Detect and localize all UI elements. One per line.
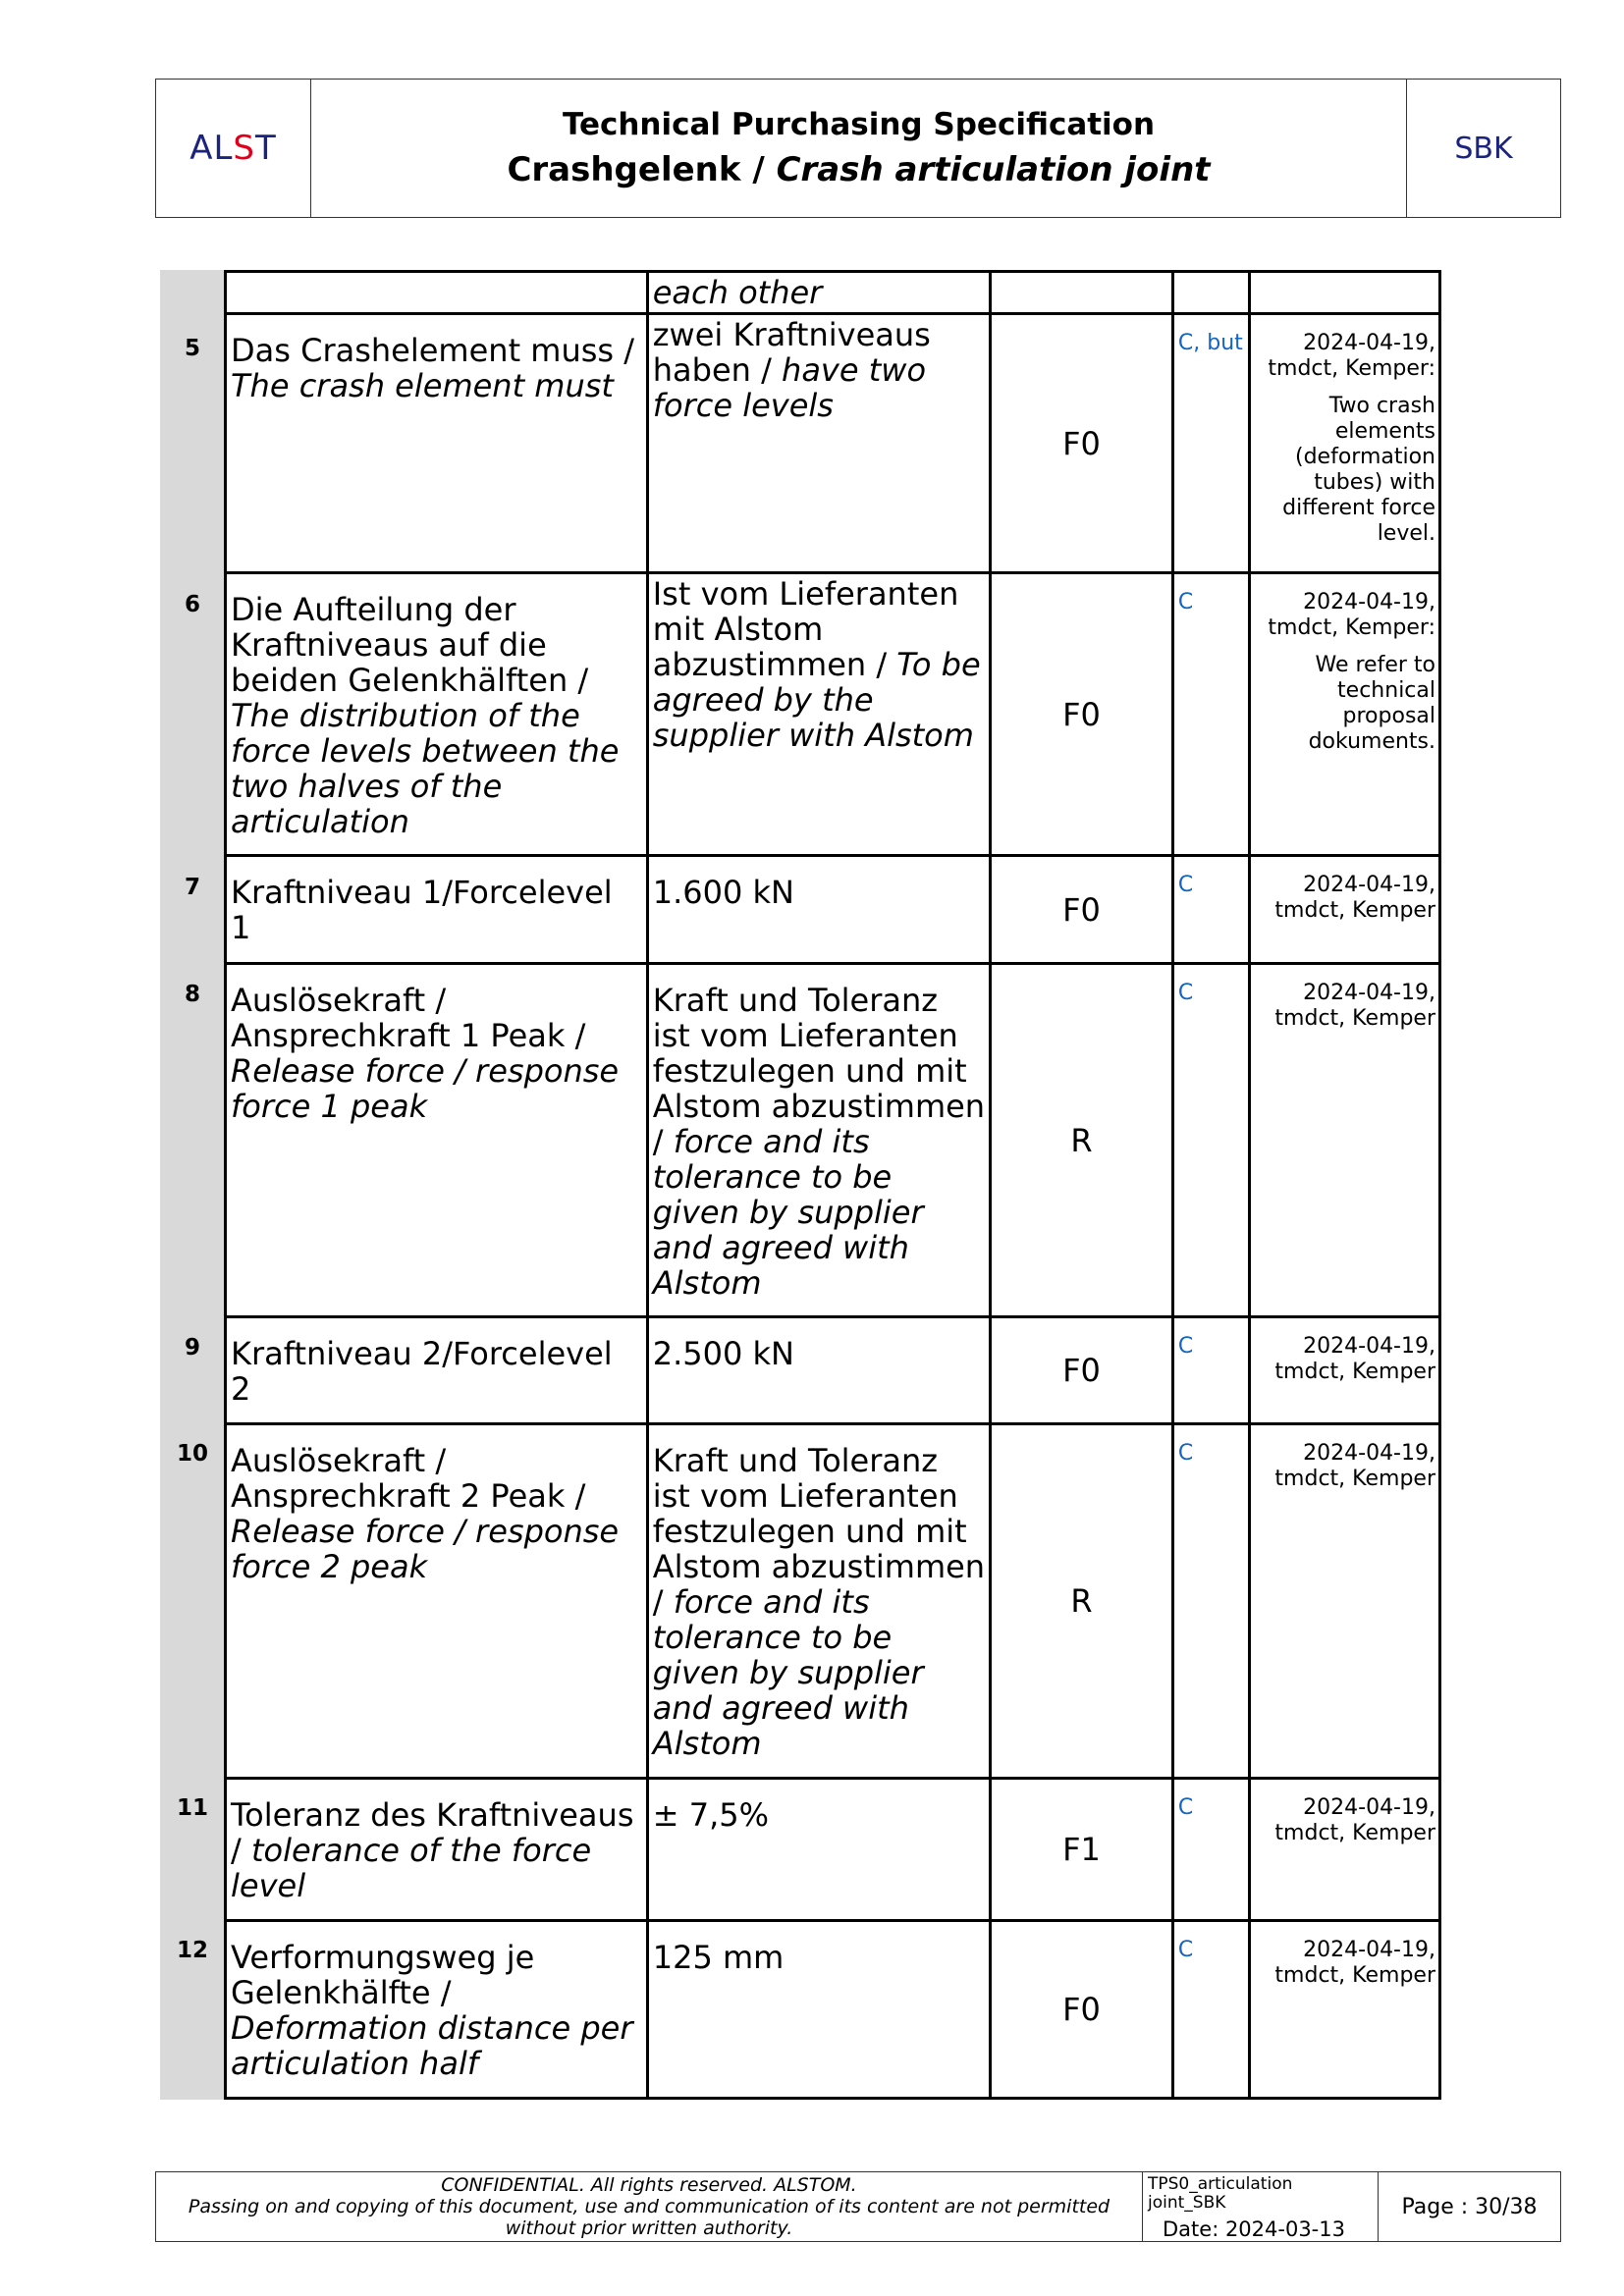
level-cell: F1 xyxy=(991,1779,1173,1921)
level-cell: F0 xyxy=(991,856,1173,964)
comment-line: level. xyxy=(1377,521,1435,546)
value-cell xyxy=(647,964,990,1317)
logo-letter-1: A xyxy=(189,129,214,168)
company-logo xyxy=(156,80,311,217)
value-de: 1.600 kN xyxy=(652,874,794,911)
value-de: Kraft und Toleranz ist vom Lieferanten festzulegen und mit Alstom abzustimmen / xyxy=(652,982,986,1160)
requirement-cell xyxy=(226,1921,648,2099)
comment-line: 2024-04-19, xyxy=(1303,331,1435,355)
value-de: ± 7,5% xyxy=(652,1796,770,1834)
status-text: C xyxy=(1177,873,1194,897)
comment-line: tmdct, Kemper xyxy=(1274,1821,1435,1845)
subtitle-de: Crashgelenk / xyxy=(507,150,777,189)
confidential-line-1: CONFIDENTIAL. All rights reserved. ALSTOM. xyxy=(441,2174,857,2196)
requirement-cell xyxy=(226,1779,648,1921)
value-cell xyxy=(647,1779,990,1921)
requirement-de: Verformungsweg je Gelenkhälfte / xyxy=(231,1939,535,2011)
requirement-de: Auslösekraft / Ansprechkraft 2 Peak / xyxy=(231,1442,586,1515)
status-text: C, but xyxy=(1177,331,1243,355)
comment-cell xyxy=(1250,272,1440,314)
table-row xyxy=(226,856,1440,964)
row-number: 5 xyxy=(184,336,200,361)
table-row xyxy=(226,314,1440,573)
requirement-en: tolerance of the force level xyxy=(231,1832,592,1904)
value-en: have two force levels xyxy=(652,351,927,424)
table-row xyxy=(226,1317,1440,1424)
value-de: Ist vom Lieferanten mit Alstom abzustimmen / xyxy=(652,575,959,683)
doc-code: SBK xyxy=(1454,131,1513,166)
requirement-en: Deformation distance per articulation half xyxy=(231,2009,633,2082)
requirement-cell xyxy=(226,272,648,314)
comment-cell xyxy=(1250,314,1440,573)
document-info xyxy=(1143,2172,1379,2241)
comment-cell xyxy=(1250,856,1440,964)
value-de: zwei Kraftniveaus haben / xyxy=(652,316,931,389)
row-number: 10 xyxy=(176,1441,208,1467)
level-cell: R xyxy=(991,1424,1173,1779)
status-cell xyxy=(1172,964,1249,1317)
confidential-notice xyxy=(156,2172,1143,2241)
comment-line: We refer to xyxy=(1315,653,1435,677)
comment-line: 2024-04-19, xyxy=(1303,1795,1435,1820)
value-de: Kraft und Toleranz ist vom Lieferanten festzulegen und mit Alstom abzustimmen / xyxy=(652,1442,986,1621)
comment-cell xyxy=(1250,1921,1440,2099)
requirement-de: Kraftniveau 2/Forcelevel 2 xyxy=(231,1335,613,1408)
status-text: C xyxy=(1177,1938,1194,1962)
comment-line: tmdct, Kemper xyxy=(1274,1006,1435,1031)
header-title-block xyxy=(311,80,1407,217)
value-en: each other xyxy=(652,274,823,311)
table-row xyxy=(226,1424,1440,1779)
value-cell xyxy=(647,1317,990,1424)
table-row xyxy=(226,1921,1440,2099)
comment-line: dokuments. xyxy=(1308,729,1435,754)
status-cell xyxy=(1172,272,1249,314)
row-number: 7 xyxy=(184,875,200,900)
comment-line: 2024-04-19, xyxy=(1303,1334,1435,1359)
comment-line: 2024-04-19, xyxy=(1303,873,1435,897)
status-text: C xyxy=(1177,1441,1194,1466)
value-cell xyxy=(647,314,990,573)
requirement-en: The distribution of the force levels between the two halves of the articulation xyxy=(231,697,620,840)
comment-spacer xyxy=(1255,382,1435,394)
value-de: 125 mm xyxy=(652,1939,785,1976)
comment-line: tmdct, Kemper: xyxy=(1268,615,1435,640)
status-text: C xyxy=(1177,590,1194,614)
table-row xyxy=(226,573,1440,856)
subtitle-en: Crash articulation joint xyxy=(776,150,1211,189)
comment-line: technical xyxy=(1337,678,1435,703)
status-cell xyxy=(1172,573,1249,856)
comment-line: tmdct, Kemper xyxy=(1274,1467,1435,1491)
requirement-cell xyxy=(226,1424,648,1779)
requirement-cell xyxy=(226,856,648,964)
value-cell xyxy=(647,573,990,856)
row-number: 11 xyxy=(176,1795,208,1821)
comment-cell xyxy=(1250,573,1440,856)
comment-line: tubes) with xyxy=(1314,470,1435,495)
comment-line: proposal xyxy=(1342,704,1435,728)
doc-title: Technical Purchasing Specification xyxy=(562,107,1156,142)
level-cell xyxy=(991,272,1173,314)
status-cell xyxy=(1172,1317,1249,1424)
comment-line: 2024-04-19, xyxy=(1303,1938,1435,1962)
value-en: force and its tolerance to be given by supplier and agreed with Alstom xyxy=(652,1583,924,1762)
comment-line: 2024-04-19, xyxy=(1303,1441,1435,1466)
comment-cell xyxy=(1250,1779,1440,1921)
row-number: 8 xyxy=(184,982,200,1007)
level-cell: F0 xyxy=(991,1317,1173,1424)
comment-line: elements xyxy=(1334,419,1435,444)
status-text: C xyxy=(1177,981,1194,1005)
confidential-line-3: without prior written authority. xyxy=(505,2217,793,2239)
comment-spacer xyxy=(1255,641,1435,653)
value-cell xyxy=(647,272,990,314)
requirement-de: Auslösekraft / Ansprechkraft 1 Peak / xyxy=(231,982,586,1054)
comment-line: tmdct, Kemper: xyxy=(1268,356,1435,381)
doc-date: Date: 2024-03-13 xyxy=(1163,2217,1345,2241)
logo-letter-2: L xyxy=(213,129,234,168)
requirement-en: Release force / response force 1 peak xyxy=(231,1052,620,1125)
status-text: C xyxy=(1177,1795,1194,1820)
row-number: 12 xyxy=(176,1938,208,1963)
requirement-cell xyxy=(226,314,648,573)
doc-name-line-2: joint_SBK xyxy=(1148,2193,1226,2213)
level-cell: F0 xyxy=(991,1921,1173,2099)
document-footer xyxy=(155,2171,1561,2242)
logo-letter-4: T xyxy=(255,129,277,168)
value-en: To be agreed by the supplier with Alstom xyxy=(652,646,981,754)
comment-line: 2024-04-19, xyxy=(1303,590,1435,614)
requirement-de: Kraftniveau 1/Forcelevel 1 xyxy=(231,874,613,946)
status-cell xyxy=(1172,856,1249,964)
table-row xyxy=(226,1779,1440,1921)
status-text: C xyxy=(1177,1334,1194,1359)
comment-line: tmdct, Kemper xyxy=(1274,898,1435,923)
comment-cell xyxy=(1250,964,1440,1317)
status-cell xyxy=(1172,1921,1249,2099)
row-number: 9 xyxy=(184,1335,200,1361)
comment-cell xyxy=(1250,1424,1440,1779)
requirement-de: Toleranz des Kraftniveaus / xyxy=(231,1796,634,1869)
level-cell: F0 xyxy=(991,573,1173,856)
status-cell xyxy=(1172,1424,1249,1779)
value-cell xyxy=(647,856,990,964)
value-en: force and its tolerance to be given by supplier and agreed with Alstom xyxy=(652,1123,924,1302)
requirement-en: Release force / response force 2 peak xyxy=(231,1513,620,1585)
requirement-cell xyxy=(226,964,648,1317)
value-de: 2.500 kN xyxy=(652,1335,794,1372)
level-cell: F0 xyxy=(991,314,1173,573)
comment-cell xyxy=(1250,1317,1440,1424)
doc-name-line-1: TPS0_articulation xyxy=(1148,2174,1293,2194)
comment-line: 2024-04-19, xyxy=(1303,981,1435,1005)
requirement-en: The crash element must xyxy=(231,367,614,404)
status-cell xyxy=(1172,1779,1249,1921)
requirement-cell xyxy=(226,1317,648,1424)
value-cell xyxy=(647,1921,990,2099)
row-number-sidebar xyxy=(160,270,225,2100)
requirement-de: Das Crashelement muss / xyxy=(231,332,635,369)
status-cell xyxy=(1172,314,1249,573)
requirement-cell xyxy=(226,573,648,856)
document-header xyxy=(155,79,1561,218)
comment-line: tmdct, Kemper xyxy=(1274,1963,1435,1988)
table-row xyxy=(226,964,1440,1317)
doc-subtitle xyxy=(507,150,1210,189)
comment-line: (deformation xyxy=(1295,445,1435,469)
row-number: 6 xyxy=(184,592,200,617)
page-number: Page : 30/38 xyxy=(1401,2194,1538,2219)
comment-line: tmdct, Kemper xyxy=(1274,1360,1435,1384)
level-cell: R xyxy=(991,964,1173,1317)
comment-line: different force xyxy=(1282,496,1435,520)
confidential-line-2: Passing on and copying of this document, use and communication of its content are not permitted xyxy=(188,2196,1110,2217)
table-row xyxy=(226,272,1440,314)
logo-letter-3: S xyxy=(233,129,256,168)
value-cell xyxy=(647,1424,990,1779)
comment-line: Two crash xyxy=(1328,394,1435,418)
requirement-de: Die Aufteilung der Kraftniveaus auf die beiden Gelenkhälften / xyxy=(231,591,589,699)
requirements-table xyxy=(224,270,1441,2100)
